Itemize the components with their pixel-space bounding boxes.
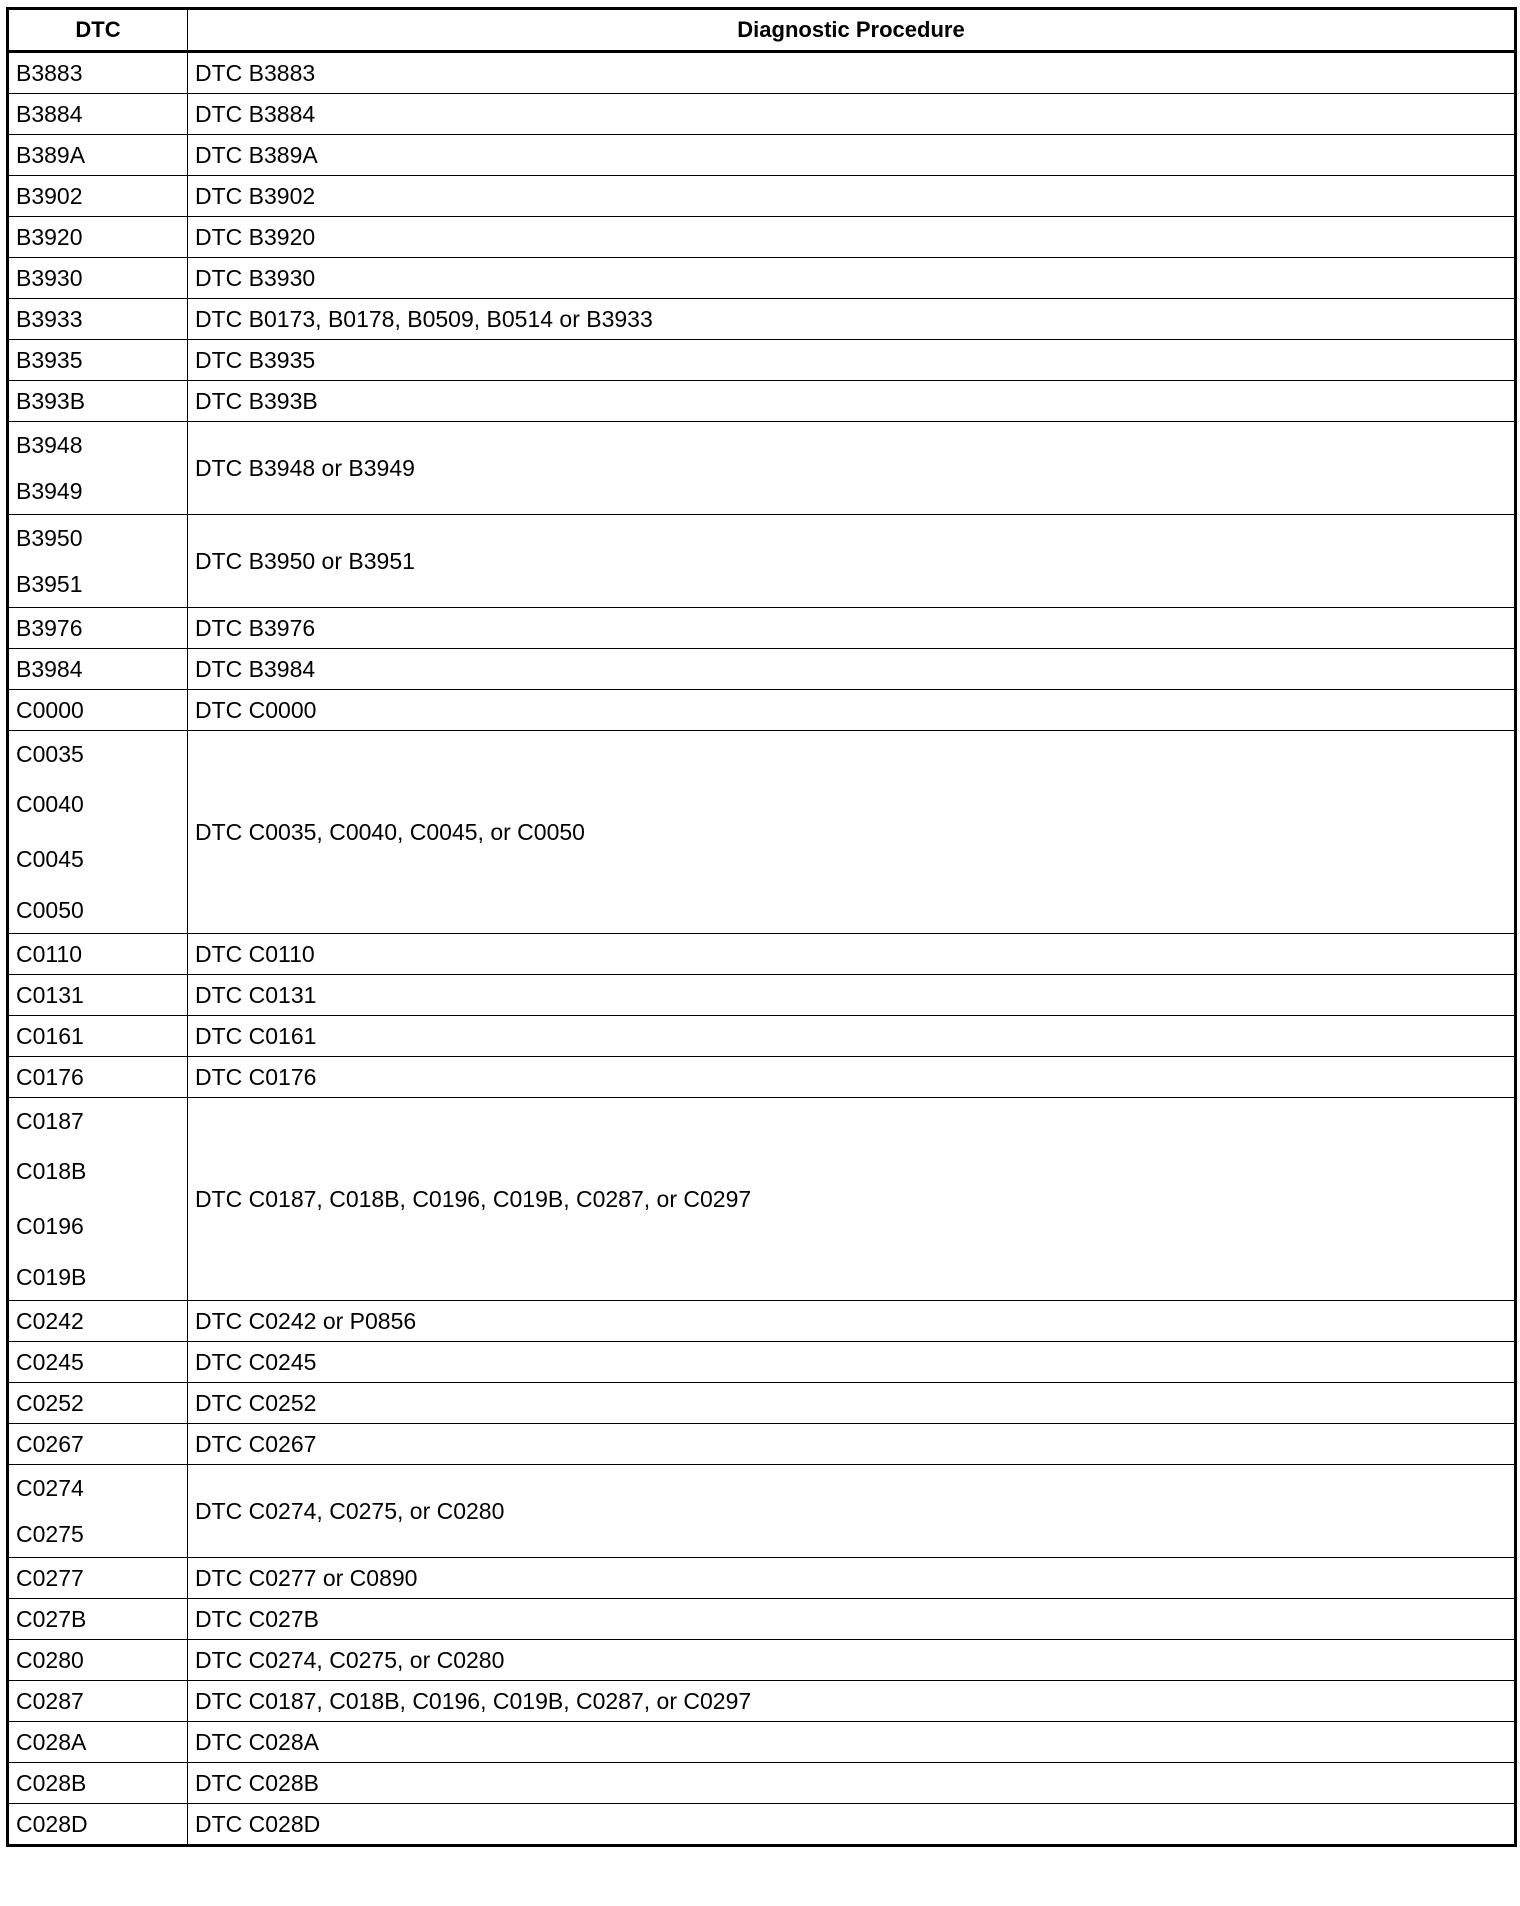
dtc-code-cell: B3984: [8, 649, 188, 690]
table-row: [8, 217, 1516, 258]
dtc-code-cell: C028A: [8, 1722, 188, 1763]
dtc-code-cell: [8, 1098, 188, 1301]
table-row: [8, 1424, 1516, 1465]
document-page: [6, 7, 1514, 1847]
diagnostic-procedure-cell: DTC C0242 or P0856: [188, 1301, 1516, 1342]
diagnostic-procedure-cell: DTC C0161: [188, 1016, 1516, 1057]
dtc-code-cell: [8, 422, 188, 515]
table-row: [8, 1640, 1516, 1681]
dtc-code: C019B: [16, 1264, 87, 1290]
dtc-code-cell: B3920: [8, 217, 188, 258]
dtc-code-cell: B3935: [8, 340, 188, 381]
diagnostic-procedure-cell: DTC C0187, C018B, C0196, C019B, C0287, or C0297: [188, 1098, 1516, 1301]
diagnostic-procedure-cell: DTC C0274, C0275, or C0280: [188, 1465, 1516, 1558]
table-row: [8, 731, 1516, 934]
dtc-code-cell: [8, 1465, 188, 1558]
diagnostic-procedure-cell: DTC C027B: [188, 1599, 1516, 1640]
table-row: [8, 690, 1516, 731]
dtc-code-cell: C0242: [8, 1301, 188, 1342]
table-row: [8, 649, 1516, 690]
table-body: [8, 52, 1516, 1846]
table-row: [8, 1599, 1516, 1640]
table-row: [8, 975, 1516, 1016]
table-row: [8, 1342, 1516, 1383]
dtc-code: B3950: [16, 525, 83, 551]
table-row: [8, 608, 1516, 649]
dtc-code-cell: B3902: [8, 176, 188, 217]
dtc-code: C018B: [16, 1158, 87, 1184]
diagnostic-procedure-cell: DTC C0245: [188, 1342, 1516, 1383]
dtc-code-cell: C0252: [8, 1383, 188, 1424]
diagnostic-procedure-cell: DTC B0173, B0178, B0509, B0514 or B3933: [188, 299, 1516, 340]
table-row: [8, 52, 1516, 94]
table-row: [8, 422, 1516, 515]
table-row: [8, 340, 1516, 381]
diagnostic-procedure-cell: DTC B3930: [188, 258, 1516, 299]
dtc-code-cell: B3976: [8, 608, 188, 649]
dtc-code-cell: C027B: [8, 1599, 188, 1640]
dtc-code: C0050: [16, 897, 84, 923]
diagnostic-procedure-cell: DTC C0274, C0275, or C0280: [188, 1640, 1516, 1681]
diagnostic-procedure-cell: DTC C0110: [188, 934, 1516, 975]
diagnostic-procedure-cell: DTC C0187, C018B, C0196, C019B, C0287, or C0297: [188, 1681, 1516, 1722]
diagnostic-procedure-cell: DTC B3920: [188, 217, 1516, 258]
table-row: [8, 1722, 1516, 1763]
diagnostic-procedure-cell: DTC C0035, C0040, C0045, or C0050: [188, 731, 1516, 934]
table-row: [8, 135, 1516, 176]
dtc-code: B3951: [16, 571, 83, 597]
dtc-code-cell: C028B: [8, 1763, 188, 1804]
header-dtc: DTC: [8, 9, 188, 52]
table-row: [8, 1057, 1516, 1098]
diagnostic-procedure-cell: DTC C0252: [188, 1383, 1516, 1424]
table-row: [8, 1804, 1516, 1846]
table-row: [8, 176, 1516, 217]
diagnostic-procedure-cell: DTC B389A: [188, 135, 1516, 176]
dtc-code: C0040: [16, 791, 84, 817]
table-row: [8, 258, 1516, 299]
table-header: [8, 9, 1516, 52]
dtc-code: C0045: [16, 846, 84, 872]
table-row: [8, 1016, 1516, 1057]
table-row: [8, 94, 1516, 135]
dtc-code-cell: C0131: [8, 975, 188, 1016]
dtc-code-cell: [8, 515, 188, 608]
dtc-code-cell: C0245: [8, 1342, 188, 1383]
table-row: [8, 1301, 1516, 1342]
dtc-code-cell: B3933: [8, 299, 188, 340]
header-row: [8, 9, 1516, 52]
table-row: [8, 1465, 1516, 1558]
table-row: [8, 1763, 1516, 1804]
diagnostic-procedure-cell: DTC B3884: [188, 94, 1516, 135]
dtc-code-cell: C0000: [8, 690, 188, 731]
table-row: [8, 1681, 1516, 1722]
table-row: [8, 299, 1516, 340]
dtc-code-cell: C0267: [8, 1424, 188, 1465]
dtc-table: [6, 7, 1517, 1847]
header-diagnostic-procedure: Diagnostic Procedure: [188, 9, 1516, 52]
dtc-code-cell: C0280: [8, 1640, 188, 1681]
diagnostic-procedure-cell: DTC C0131: [188, 975, 1516, 1016]
dtc-code: C0275: [16, 1521, 84, 1547]
diagnostic-procedure-cell: DTC C028A: [188, 1722, 1516, 1763]
dtc-code: B3948: [16, 432, 83, 458]
dtc-code-cell: B3883: [8, 52, 188, 94]
diagnostic-procedure-cell: DTC C0000: [188, 690, 1516, 731]
diagnostic-procedure-cell: DTC B3984: [188, 649, 1516, 690]
diagnostic-procedure-cell: DTC C028B: [188, 1763, 1516, 1804]
dtc-code-cell: B393B: [8, 381, 188, 422]
dtc-code-cell: C028D: [8, 1804, 188, 1846]
dtc-code: C0187: [16, 1108, 84, 1134]
dtc-code: B3949: [16, 478, 83, 504]
diagnostic-procedure-cell: DTC B3902: [188, 176, 1516, 217]
dtc-code: C0196: [16, 1213, 84, 1239]
diagnostic-procedure-cell: DTC B393B: [188, 381, 1516, 422]
dtc-code-cell: C0176: [8, 1057, 188, 1098]
dtc-code-cell: B3884: [8, 94, 188, 135]
table-row: [8, 381, 1516, 422]
dtc-code-cell: C0277: [8, 1558, 188, 1599]
diagnostic-procedure-cell: DTC C0176: [188, 1057, 1516, 1098]
dtc-code-cell: C0287: [8, 1681, 188, 1722]
dtc-code-cell: [8, 731, 188, 934]
diagnostic-procedure-cell: DTC B3883: [188, 52, 1516, 94]
table-row: [8, 1098, 1516, 1301]
table-row: [8, 515, 1516, 608]
dtc-code-cell: B3930: [8, 258, 188, 299]
diagnostic-procedure-cell: DTC C028D: [188, 1804, 1516, 1846]
diagnostic-procedure-cell: DTC C0277 or C0890: [188, 1558, 1516, 1599]
diagnostic-procedure-cell: DTC C0267: [188, 1424, 1516, 1465]
dtc-code: C0035: [16, 741, 84, 767]
dtc-code-cell: C0110: [8, 934, 188, 975]
table-row: [8, 1383, 1516, 1424]
diagnostic-procedure-cell: DTC B3976: [188, 608, 1516, 649]
diagnostic-procedure-cell: DTC B3950 or B3951: [188, 515, 1516, 608]
table-row: [8, 934, 1516, 975]
dtc-code-cell: B389A: [8, 135, 188, 176]
diagnostic-procedure-cell: DTC B3948 or B3949: [188, 422, 1516, 515]
dtc-code: C0274: [16, 1475, 84, 1501]
diagnostic-procedure-cell: DTC B3935: [188, 340, 1516, 381]
table-row: [8, 1558, 1516, 1599]
dtc-code-cell: C0161: [8, 1016, 188, 1057]
